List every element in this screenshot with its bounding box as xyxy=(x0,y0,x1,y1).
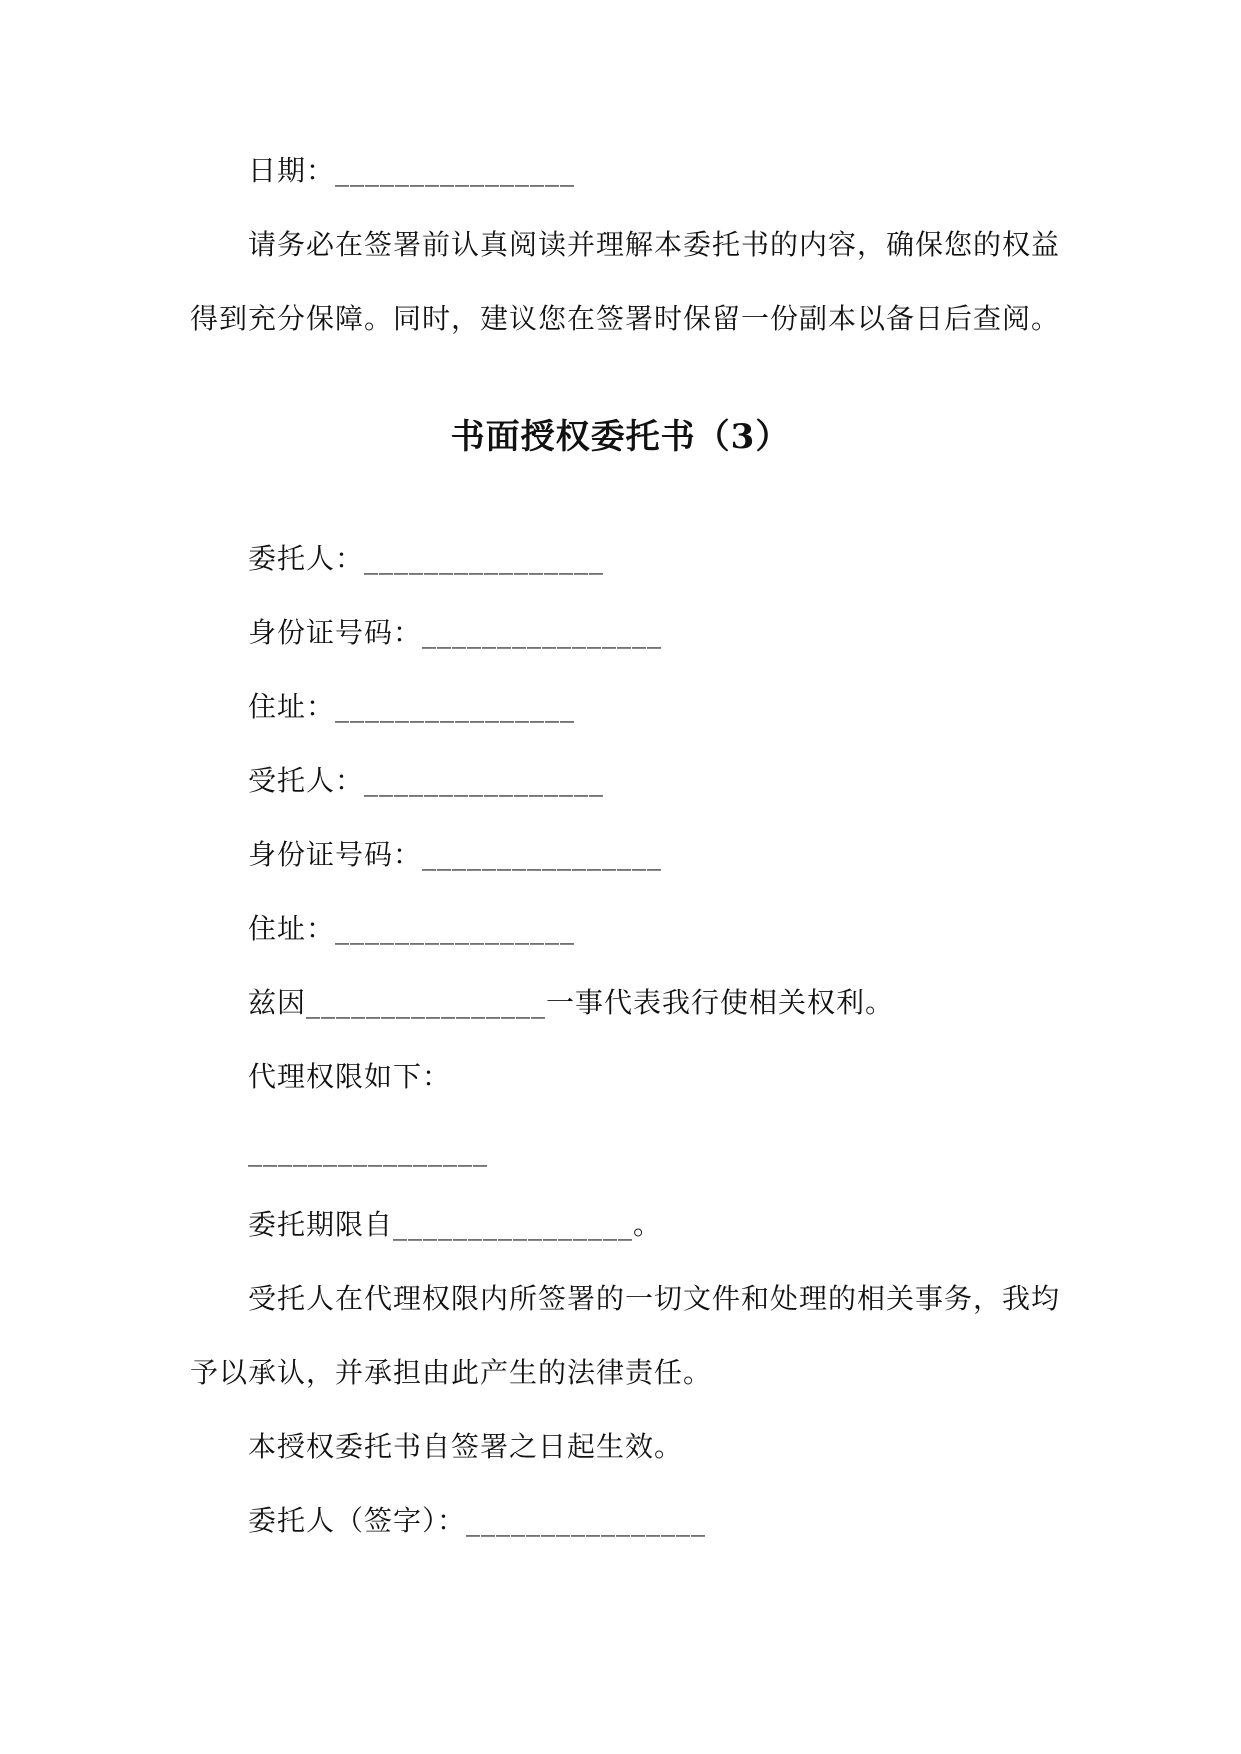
acknowledgement-paragraph: 受托人在代理权限内所签署的一切文件和处理的相关事务，我均予以承认，并承担由此产生的法律责任。 xyxy=(190,1282,1061,1389)
principal-address-line: 住址：________________ xyxy=(248,690,576,723)
term-line: 委托期限自________________。 xyxy=(248,1208,663,1241)
agent-id-line: 身份证号码：________________ xyxy=(248,838,663,871)
signature-line: 委托人（签字）：________________ xyxy=(248,1504,707,1537)
matter-line: 兹因________________一事代表我行使相关权利。 xyxy=(248,986,895,1019)
document-title: 书面授权委托书（3） xyxy=(450,417,791,457)
agent-line: 受托人：________________ xyxy=(248,764,605,797)
principal-id-line: 身份证号码：________________ xyxy=(248,616,663,649)
effective-line: 本授权委托书自签署之日起生效。 xyxy=(248,1430,684,1463)
scope-heading: 代理权限如下： xyxy=(248,1060,452,1093)
notice-paragraph: 请务必在签署前认真阅读并理解本委托书的内容，确保您的权益得到充分保障。同时，建议您在签署时保留一份副本以备日后查阅。 xyxy=(190,228,1061,335)
scope-blank-line: ________________ xyxy=(248,1134,488,1167)
date-line: 日期：________________ xyxy=(248,154,576,187)
agent-address-line: 住址：________________ xyxy=(248,912,576,945)
principal-line: 委托人：________________ xyxy=(248,542,605,575)
